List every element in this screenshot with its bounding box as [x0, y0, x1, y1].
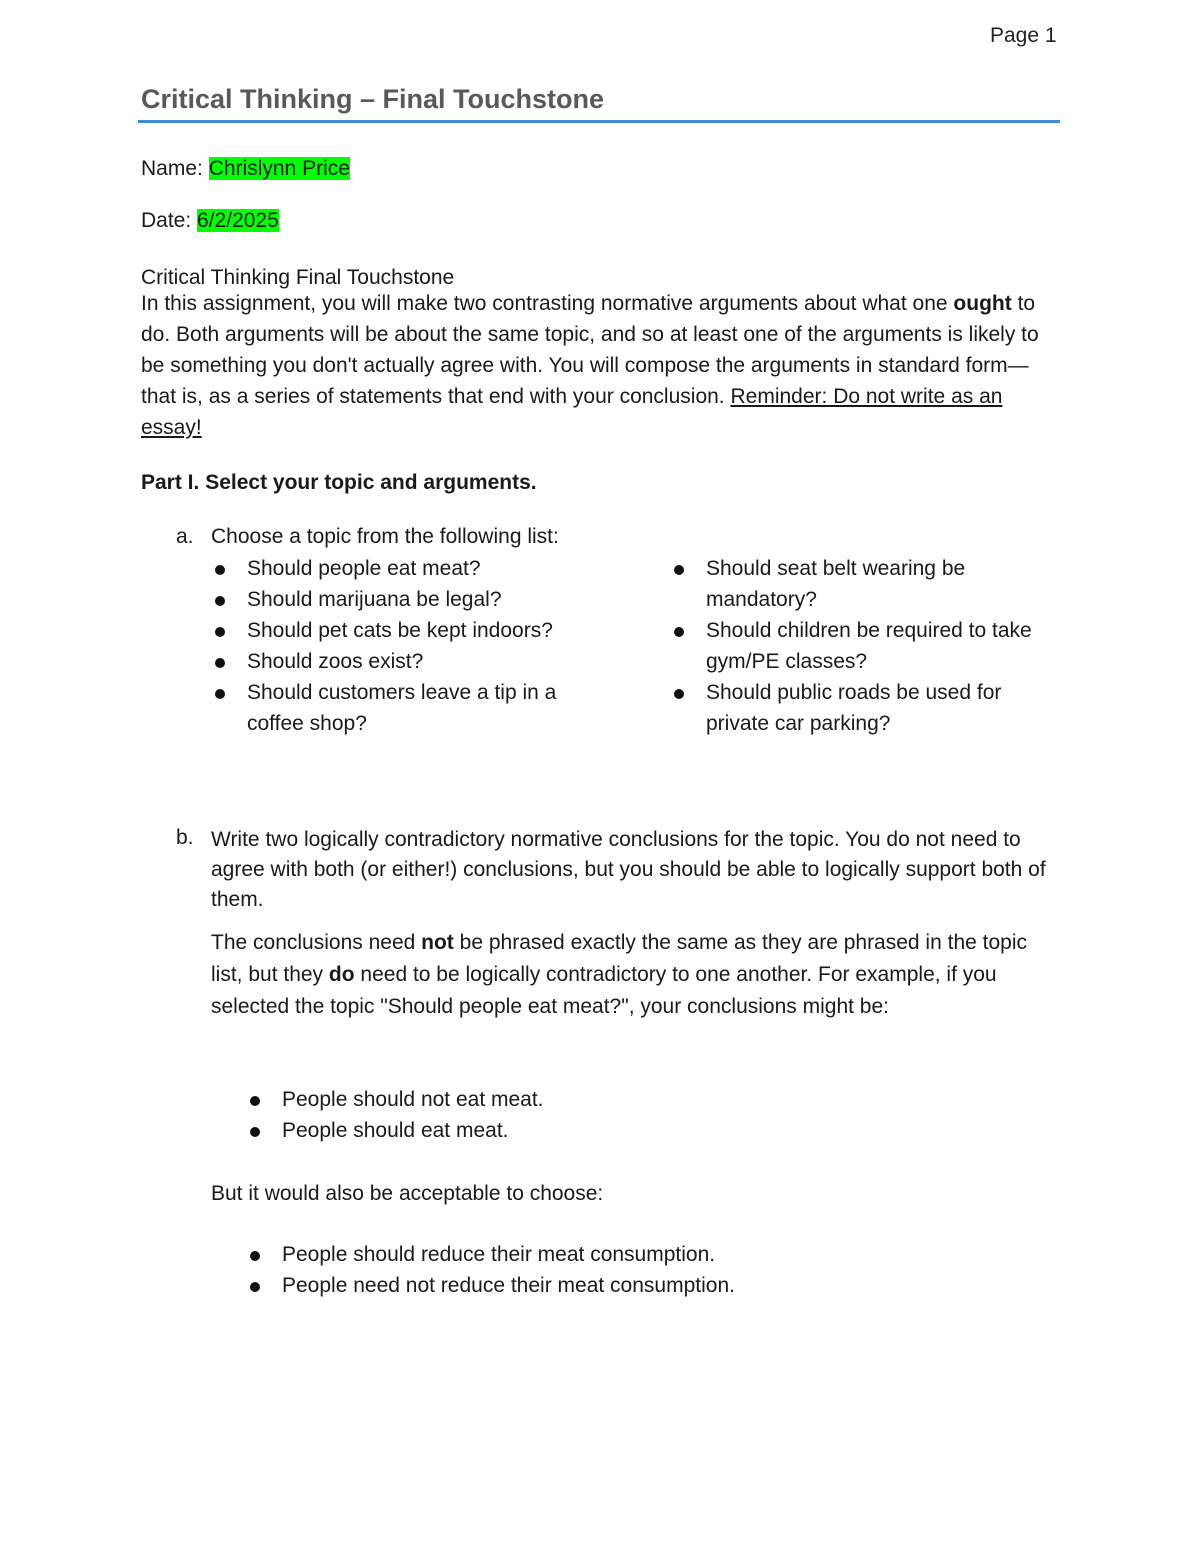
- example-conclusions-list-2: [247, 1239, 947, 1301]
- list-item: Should marijuana be legal?: [212, 584, 567, 615]
- list-item: People need not reduce their meat consumption.: [247, 1270, 947, 1301]
- alternative-intro: But it would also be acceptable to choose:: [211, 1182, 604, 1205]
- topic-list-right: [671, 553, 1041, 739]
- intro-heading: Critical Thinking Final Touchstone: [141, 266, 455, 289]
- explanation-middle: be phrased exactly the same as they are phrased in the topic list, but they: [211, 931, 1027, 986]
- intro-bold-ought: ought: [953, 292, 1012, 315]
- item-b-text: Write two logically contradictory normative conclusions for the topic. You do not need to agree with both (or either!) conclusions, but you should be able to logically support both of them.: [211, 828, 1046, 911]
- name-label: Name:: [141, 157, 203, 180]
- explanation-bold-not: not: [421, 931, 454, 954]
- list-item: People should eat meat.: [247, 1115, 947, 1146]
- item-a-marker: a.: [176, 525, 194, 548]
- topic-list-left: [212, 553, 567, 739]
- explanation-bold-do: do: [328, 963, 355, 986]
- page-number: Page 1: [990, 24, 1057, 47]
- list-item: People should reduce their meat consumption.: [247, 1239, 947, 1270]
- name-value: Chrislynn Price: [208, 157, 350, 180]
- title-underline-rule: [138, 120, 1060, 123]
- item-a-text: Choose a topic from the following list:: [211, 525, 559, 548]
- example-conclusions-list-1: [247, 1084, 947, 1146]
- item-b-marker: b.: [176, 826, 194, 849]
- list-item: Should customers leave a tip in a coffee shop?: [212, 677, 567, 739]
- intro-text-rest: to do. Both arguments will be about the same topic, and so at least one of the arguments is likely to be something you don't actually agree with. You will compose the arguments in standard form—that is, as a series of statements that end with your conclusion.: [141, 292, 1039, 408]
- list-item: Should people eat meat?: [212, 553, 567, 584]
- list-item: Should pet cats be kept indoors?: [212, 615, 567, 646]
- list-item: Should zoos exist?: [212, 646, 567, 677]
- date-value: 6/2/2025: [197, 209, 279, 232]
- list-item: People should not eat meat.: [247, 1084, 947, 1115]
- explanation-start: The conclusions need: [211, 931, 416, 954]
- part-one-heading: Part I. Select your topic and arguments.: [141, 471, 537, 494]
- list-item: Should seat belt wearing be mandatory?: [671, 553, 1041, 615]
- document-title: Critical Thinking – Final Touchstone: [141, 84, 605, 114]
- intro-text-start: In this assignment, you will make two contrasting normative arguments about what one: [141, 292, 948, 315]
- intro-paragraph: [141, 288, 1051, 443]
- date-label: Date:: [141, 209, 192, 232]
- name-field: [141, 157, 350, 181]
- essay-reminder: Reminder: Do not write as an essay!: [141, 385, 1003, 439]
- explanation-end: need to be logically contradictory to one another. For example, if you selected the topic "Should people eat meat?", your conclusions might be:: [211, 963, 997, 1018]
- list-item: Should public roads be used for private car parking?: [671, 677, 1041, 739]
- item-b-explanation: [211, 927, 1046, 1023]
- list-item: Should children be required to take gym/PE classes?: [671, 615, 1041, 677]
- date-field: [141, 209, 279, 233]
